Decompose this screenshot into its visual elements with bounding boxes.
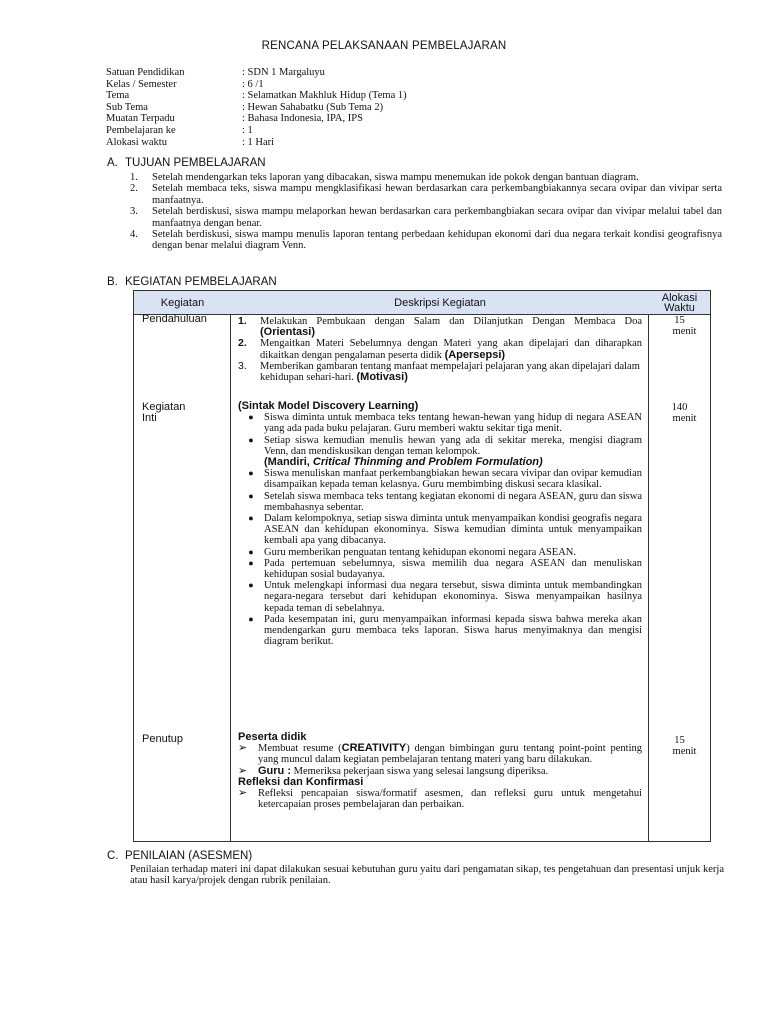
list-item <box>238 435 642 469</box>
item-tag-italic: Critical Thinming and Problem Formulation) <box>312 456 543 469</box>
header-deskripsi: Deskripsi Kegiatan <box>394 296 486 309</box>
item-tag: (Orientasi) <box>260 326 316 339</box>
identity-value: : 1 Hari <box>242 136 275 148</box>
bullet-icon: ● <box>248 513 254 524</box>
section-a-heading <box>107 157 266 169</box>
identity-label: Kelas / Semester <box>106 78 177 90</box>
list-item <box>238 788 642 810</box>
list-item <box>238 316 642 338</box>
item-text: Setelah mendengarkan teks laporan yang dibacakan, siswa mampu menemukan ide pokok dengan bantuan diagram. <box>152 172 639 183</box>
item-text: Memeriksa pekerjaan siswa yang selesai langsung diperiksa. <box>291 765 549 777</box>
list-item <box>238 491 642 513</box>
identity-label: Sub Tema <box>106 101 148 113</box>
reflection-heading: Refleksi dan Konfirmasi <box>238 775 364 788</box>
identity-row <box>106 67 407 79</box>
identity-label: Tema <box>106 90 130 102</box>
time-value: 140 <box>671 402 688 413</box>
bullet-icon: ● <box>248 490 254 501</box>
time-unit: menit <box>672 413 697 424</box>
item-text: Dalam kelompoknya, setiap siswa diminta untuk menyampaikan kondisi geografis negara ASEAN dan kehidupan ekonominya. Siswa kemudian diminta untuk menyampaikan kembali apa yang dibacanya. <box>264 513 642 547</box>
item-text: Memberikan gambaran tentang manfaat mempelajari pelajaran yang akan dipelajari dalam kehidupan sehari-hari. <box>260 360 640 384</box>
list-item <box>130 183 722 206</box>
identity-row <box>106 125 407 137</box>
inti-description <box>238 401 642 647</box>
section-title: TUJUAN PEMBELAJARAN <box>125 157 266 169</box>
bullet-icon: ● <box>248 468 254 479</box>
identity-row <box>106 79 407 91</box>
item-text: Setelah membaca teks, siswa mampu mengklasifikasi hewan berdasarkan cara perkembangbiakannya secara ovipar dan vivipar serta manfaatnya. <box>152 183 722 206</box>
phase-penutup: Penutup <box>142 733 183 745</box>
penutup-description <box>238 732 642 810</box>
time-unit: menit <box>672 326 697 337</box>
section-title: KEGIATAN PEMBELAJARAN <box>125 276 277 288</box>
pendahuluan-description <box>238 316 642 383</box>
section-letter: C. <box>107 850 119 862</box>
header-alokasi-line2: Waktu <box>664 301 695 314</box>
item-tag: CREATIVITY <box>341 742 407 755</box>
item-text: Pada pertemuan sebelumnya, siswa memilih dua negara ASEAN dan menuliskan kehidupan sosial budayanya. <box>264 557 642 581</box>
identity-value: : Hewan Sahabatku (Sub Tema 2) <box>242 101 384 113</box>
time-value: 15 <box>674 315 685 326</box>
table-header <box>134 291 710 315</box>
item-number: 2. <box>238 337 247 350</box>
identity-label: Satuan Pendidikan <box>106 67 185 78</box>
section-title: PENILAIAN (ASESMEN) <box>125 850 253 862</box>
penutup-heading: Peserta didik <box>238 731 307 743</box>
identity-value: : SDN 1 Margaluyu <box>242 67 325 78</box>
identity-row <box>106 90 407 102</box>
time-unit: menit <box>672 746 697 757</box>
list-item <box>130 229 722 252</box>
item-text: Setelah berdiskusi, siswa mampu menulis laporan tentang perbedaan kehidupan ekonomi dari dua negara terkait kondisi geografisnya dengan benar melalui diagram Venn. <box>152 229 722 252</box>
item-text: Setelah siswa membaca teks tentang kegiatan ekonomi di negara ASEAN, guru dan siswa membahasnya sebentar. <box>264 490 642 513</box>
list-item <box>238 468 642 490</box>
item-text: Setiap siswa kemudian menulis hewan yang ada di sekitar mereka, mengisi diagram Venn, dan mendiskusikan dengan teman kelompok. <box>264 434 642 457</box>
list-item <box>238 513 642 547</box>
list-item <box>238 558 642 580</box>
list-item <box>238 338 642 360</box>
time-penutup <box>649 735 710 757</box>
item-text: Mengaitkan Materi Sebelumnya dengan Materi yang akan dipelajari dan diharapkan dikaitkan dengan pengalaman peserta didik <box>260 338 642 361</box>
item-text: Siswa menuliskan manfaat perkembangbiakan hewan secara vivipar dan ovipar kemudian disampaikan kepada teman kelasnya. Guru membimbing diskusi secara klasikal. <box>264 468 642 491</box>
identity-label: Muatan Terpadu <box>106 113 175 125</box>
column-divider <box>230 291 231 841</box>
item-number: 3. <box>238 359 247 372</box>
item-text-wrap <box>264 435 642 469</box>
item-text: Pada kesempatan ini, guru menyampaikan informasi kepada siswa bahwa mereka akan mendengarkan guru membaca teks laporan. Siswa harus menyimaknya dan mengisi diagram berikut. <box>264 613 642 648</box>
phase-line: Kegiatan <box>142 401 186 413</box>
header-alokasi-line1: Alokasi <box>661 291 698 304</box>
phase-kegiatan-inti <box>142 402 185 424</box>
time-inti <box>649 402 710 424</box>
identity-value: : 1 <box>242 124 253 136</box>
item-tag: (Apersepsi) <box>444 348 506 361</box>
item-text-wrap <box>260 316 642 338</box>
identity-row <box>106 137 407 149</box>
item-text: Melakukan Pembukaan dengan Salam dan Dilanjutkan Dengan Membaca Doa <box>260 316 642 327</box>
time-pendahuluan <box>649 315 710 337</box>
item-text: Untuk melengkapi informasi dua negara tersebut, siswa diminta untuk membandingkan negara-negara tersebut dari kehidupan ekonominya. Siswa menyampaikan hasilnya kepada teman di sebelahnya. <box>264 580 642 614</box>
bullet-icon: ● <box>248 412 254 423</box>
arrow-icon: ➢ <box>238 764 248 777</box>
list-item <box>238 614 642 648</box>
identity-row <box>106 102 407 114</box>
section-letter: B. <box>107 276 118 288</box>
item-number: 1. <box>130 172 138 183</box>
identity-label: Pembelajaran ke <box>106 124 176 136</box>
item-text: Siswa diminta untuk membaca teks tentang hewan-hewan yang hidup di negara ASEAN yang ada pada buku pelajaran. Guru memberi waktu sekitar tiga menit. <box>264 412 642 435</box>
item-text: Setelah berdiskusi, siswa mampu melaporkan hewan berdasarkan cara perkembangbiakan secara ovipar dan vivipar melalui tabel dan manfaatnya dengan benar. <box>152 206 722 229</box>
item-tag: (Mandiri, <box>264 456 313 469</box>
bullet-icon: ● <box>248 434 254 445</box>
header-kegiatan: Kegiatan <box>160 296 205 309</box>
document-title: RENCANA PELAKSANAAN PEMBELAJARAN <box>261 40 507 52</box>
header-alokasi <box>649 291 710 314</box>
section-letter: A. <box>107 157 118 169</box>
list-item <box>130 172 722 183</box>
assessment-text: Penilaian terhadap materi ini dapat dilakukan sesuai kebutuhan guru yaitu dari pengamatan sikap, tes pengetahuan dan presentasi unjuk kerja atau hasil karya/projek dengan rubrik penilaian. <box>130 864 724 887</box>
item-tag: Guru : <box>258 764 291 777</box>
item-number: 1. <box>238 315 247 327</box>
objectives-list <box>130 172 722 252</box>
list-item <box>238 412 642 434</box>
inti-subheading: (Sintak Model Discovery Learning) <box>238 400 419 412</box>
section-c-heading <box>107 850 252 862</box>
section-b-heading <box>107 276 277 288</box>
identity-row <box>106 113 407 125</box>
bullet-icon: ● <box>248 613 254 624</box>
activities-table <box>133 290 711 842</box>
arrow-icon: ➢ <box>238 742 248 755</box>
bullet-icon: ● <box>248 580 254 591</box>
item-number: 4. <box>130 229 138 241</box>
list-item <box>238 361 642 383</box>
identity-value: : Bahasa Indonesia, IPA, IPS <box>242 113 363 125</box>
column-divider <box>648 291 649 841</box>
time-value: 15 <box>674 735 685 746</box>
list-item <box>238 743 642 765</box>
bullet-icon: ● <box>248 557 254 568</box>
identity-value: : 6 /1 <box>242 78 264 90</box>
item-tag: (Motivasi) <box>356 371 408 384</box>
list-item <box>238 580 642 614</box>
list-item <box>238 547 642 558</box>
arrow-icon: ➢ <box>238 787 248 800</box>
bullet-icon: ● <box>248 546 254 557</box>
phase-line: Inti <box>142 412 157 424</box>
item-text: Refleksi pencapaian siswa/formatif asesmen, dan refleksi guru untuk mengetahui ketercapaian proses pembelajaran dan perbaikan. <box>258 788 642 811</box>
item-number: 3. <box>130 206 138 218</box>
item-text: Guru memberikan penguatan tentang kehidupan ekonomi negara ASEAN. <box>264 546 576 558</box>
identity-label: Alokasi waktu <box>106 136 167 148</box>
identity-block <box>106 67 407 148</box>
item-number: 2. <box>130 183 138 195</box>
item-text: ) dengan bimbingan guru tentang point-point penting yang muncul dalam kegiatan pembelajaran tentang materi yang baru dilakukan. <box>258 743 642 766</box>
phase-pendahuluan: Pendahuluan <box>142 313 207 325</box>
item-text-wrap <box>258 743 642 765</box>
item-text-wrap <box>260 361 642 383</box>
list-item <box>130 206 722 229</box>
item-text: Membuat resume ( <box>258 743 342 755</box>
identity-value: : Selamatkan Makhluk Hidup (Tema 1) <box>242 90 407 102</box>
item-text-wrap <box>260 338 642 360</box>
